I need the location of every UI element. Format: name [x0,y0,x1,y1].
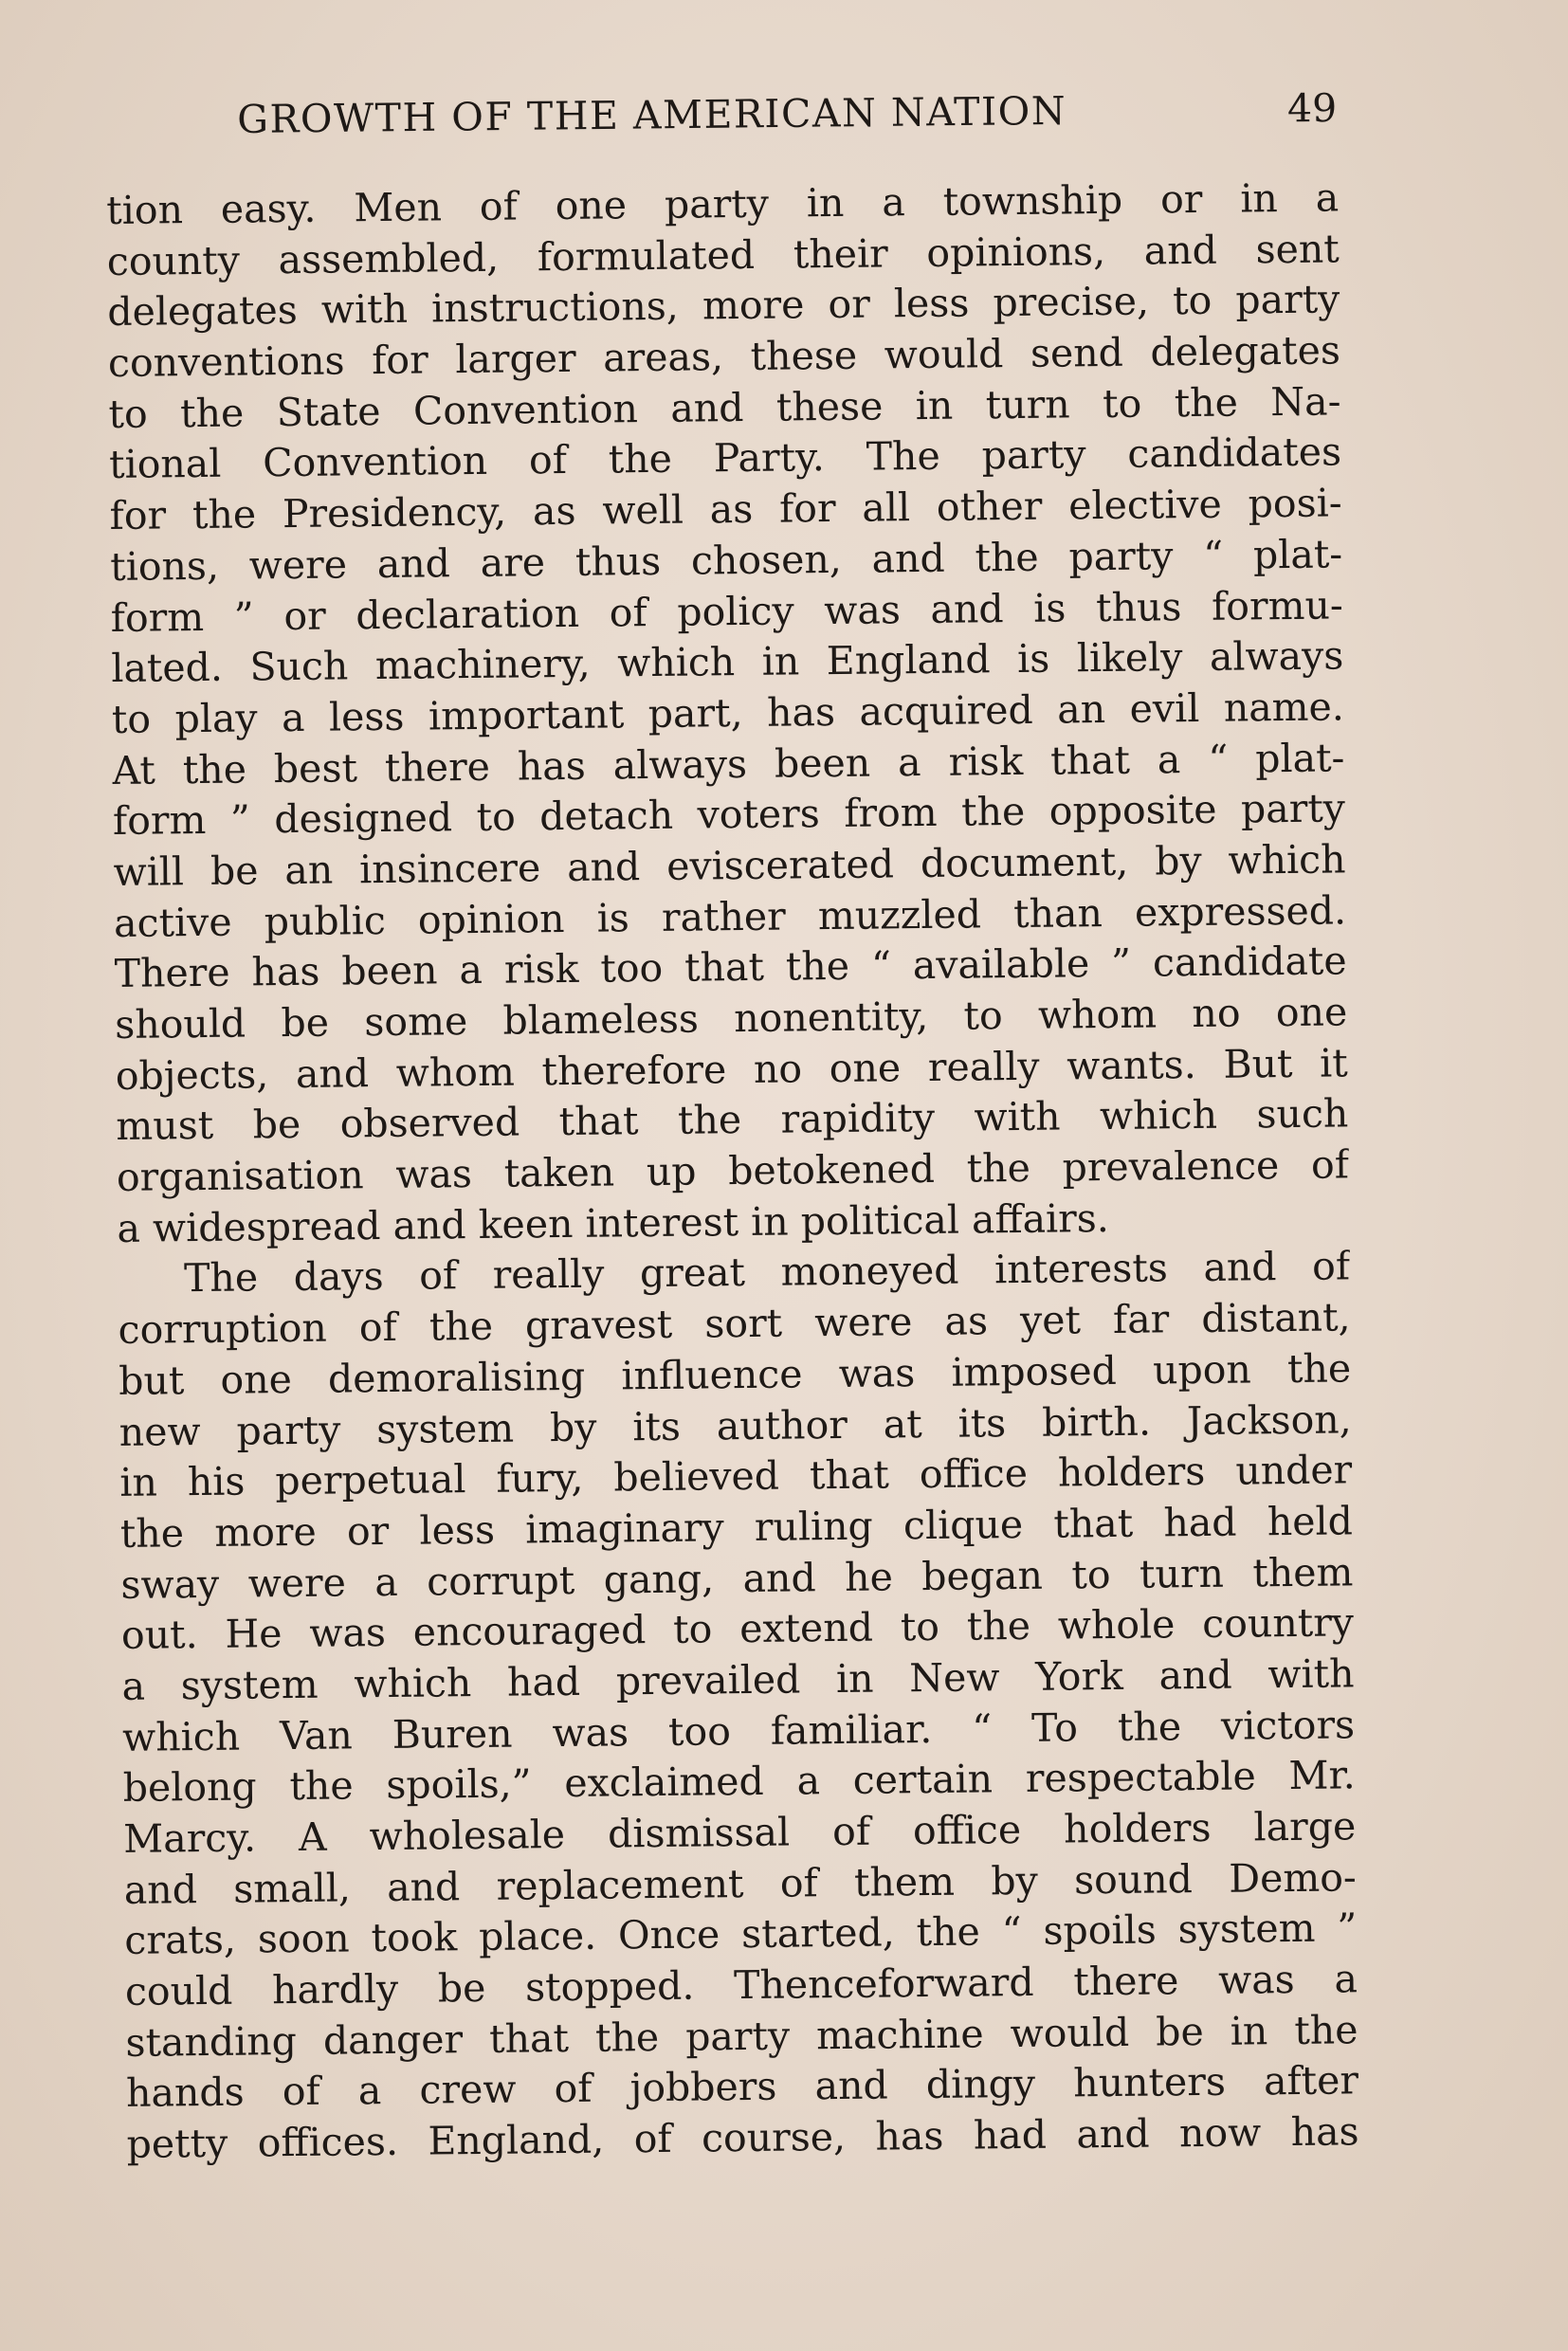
text-line: organisation was taken up betokened the prevalence of [116,1141,1350,1201]
text-line: active public opinion is rather muzzled than expressed. [113,886,1347,946]
text-line: to play a less important part, has acquired an evil name. [111,683,1345,742]
text-line: form ” designed to detach voters from the opposite party [112,785,1346,845]
text-line: but one demoralising influence was imposed upon the [118,1345,1352,1404]
text-line: lated. Such machinery, which in England is likely always [111,632,1344,692]
running-head [237,85,1338,154]
paragraph-2 [118,1242,1359,2171]
text-line: delegates with instructions, more or less precise, to party [107,276,1340,336]
text-line: and small, and replacement of them by sound Demo- [123,1853,1358,1913]
text-line: the more or less imaginary ruling clique that had held [119,1498,1354,1557]
text-line: to the State Convention and these in turn to the Na- [108,378,1341,437]
text-line: should be some blameless nonentity, to whom no one [115,989,1348,1048]
text-line: standing danger that the party machine would be in the [125,2007,1358,2066]
text-line: petty offices. England, of course, has had and now has [126,2108,1359,2168]
text-line: must be observed that the rapidity with which such [116,1090,1349,1150]
text-line: hands of a crew of jobbers and dingy hunters after [125,2057,1359,2117]
text-line: There has been a risk too that the “ available ” candidate [114,938,1347,997]
text-line: At the best there has always been a risk that a “ plat- [112,734,1345,793]
text-line: which Van Buren was too familiar. “ To the victors [121,1701,1356,1760]
text-line: out. He was encouraged to extend to the whole country [120,1599,1355,1659]
text-line: could hardly be stopped. Thenceforward there was a [124,1956,1358,2014]
text-line: county assembled, formulated their opinions, and sent [106,226,1340,284]
text-line: belong the spoils,” exclaimed a certain respectable Mr. [122,1752,1356,1812]
text-line: will be an insincere and eviscerated document, by which [113,836,1346,895]
text-line: Marcy. A wholesale dismissal of office holders large [123,1803,1357,1862]
text-line: objects, and whom therefore no one really wants. But it [115,1040,1349,1099]
text-line: a system which had prevailed in New York and with [121,1650,1355,1709]
text-line: form ” or declaration of policy was and is thus formu- [110,581,1343,641]
text-line: The days of really great moneyed interests and of [183,1243,1351,1302]
text-line: tional Convention of the Party. The party candidates [108,428,1342,488]
text-line: a widespread and keen interest in political affairs. [117,1194,1110,1251]
page-number: 49 [1286,84,1338,132]
text-line: sway were a corrupt gang, and he began to turn them [120,1548,1354,1608]
text-line: tions, were and are thus chosen, and the party “ plat- [109,531,1343,590]
body-text [106,173,1359,2170]
running-title: GROWTH OF THE AMERICAN NATION [237,87,1067,142]
text-line: tion easy. Men of one party in a township or in a [106,174,1340,233]
text-line: new party system by its author at its birth. Jackson, [119,1395,1352,1455]
text-line: for the Presidency, as well as for all other elective posi- [109,480,1342,539]
text-line: conventions for larger areas, these would send delegates [107,327,1341,387]
text-line: crats, soon took place. Once started, the “ spoils system ” [124,1904,1358,1964]
text-line: in his perpetual fury, believed that office holders under [119,1447,1353,1506]
paragraph-1 [106,173,1350,1254]
text-line: corruption of the gravest sort were as yet far distant, [118,1294,1351,1354]
